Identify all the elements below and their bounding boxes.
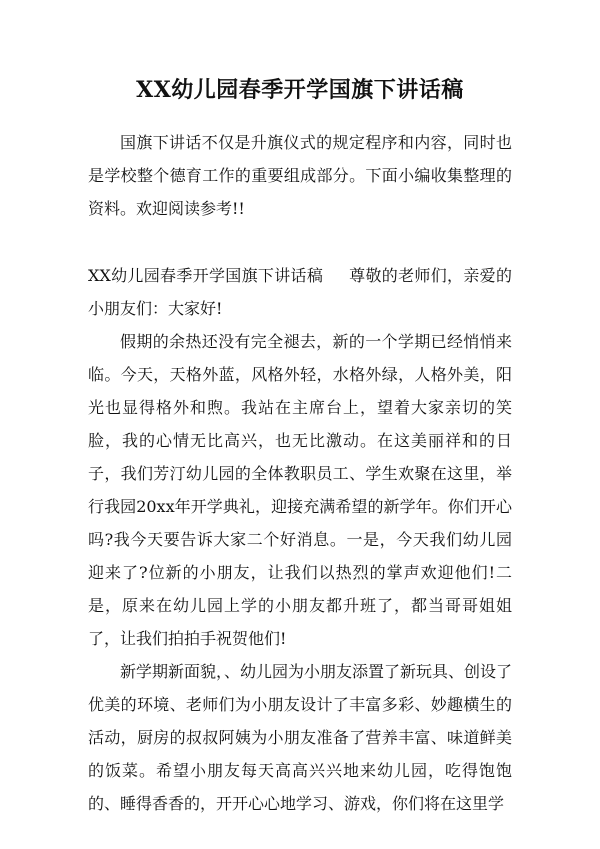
speech-opening — [88, 259, 512, 325]
document-title: XX幼儿园春季开学国旗下讲话稿 — [136, 77, 464, 103]
intro-paragraph: 国旗下讲话不仅是升旗仪式的规定程序和内容，同时也是学校整个德育工作的重要组成部分。下面小编收集整理的资料。欢迎阅读参考!! — [88, 133, 512, 218]
speech-greeting: 尊敬的老师们，亲爱的小朋友们：大家好! — [88, 266, 512, 318]
body-paragraph-2: 新学期新面貌，、幼儿园为小朋友添置了新玩具、创设了优美的环境、老师们为小朋友设计了丰富多彩、妙趣横生的活动，厨房的叔叔阿姨为小朋友准备了营养丰富、味道鲜美的饭菜。希望小朋友每天高高兴兴地来幼儿园，吃得饱饱的、睡得香香的，开开心心地学习、游戏，你们将在这里学 — [88, 662, 513, 813]
speech-subtitle: XX幼儿园春季开学国旗下讲话稿 — [88, 266, 324, 285]
body-paragraph-1: 假期的余热还没有完全褪去，新的一个学期已经悄悄来临。今天，天格外蓝，风格外轻，水格外绿，人格外美，阳光也显得格外和煦。我站在主席台上，望着大家亲切的笑脸，我的心情无比高兴，也无比激动。在这美丽祥和的日子，我们芳汀幼儿园的全体教职员工、学生欢聚在这里，举行我园20xx年开学典礼，迎接充满希望的新学年。你们开心吗?我今天要告诉大家二个好消息。一是，今天我们幼儿园迎来了?位新的小朋友，让我们以热烈的掌声欢迎他们!二是，原来在幼儿园上学的小朋友都升班了，都当哥哥姐姐了，让我们拍拍手祝贺他们! — [88, 332, 512, 648]
